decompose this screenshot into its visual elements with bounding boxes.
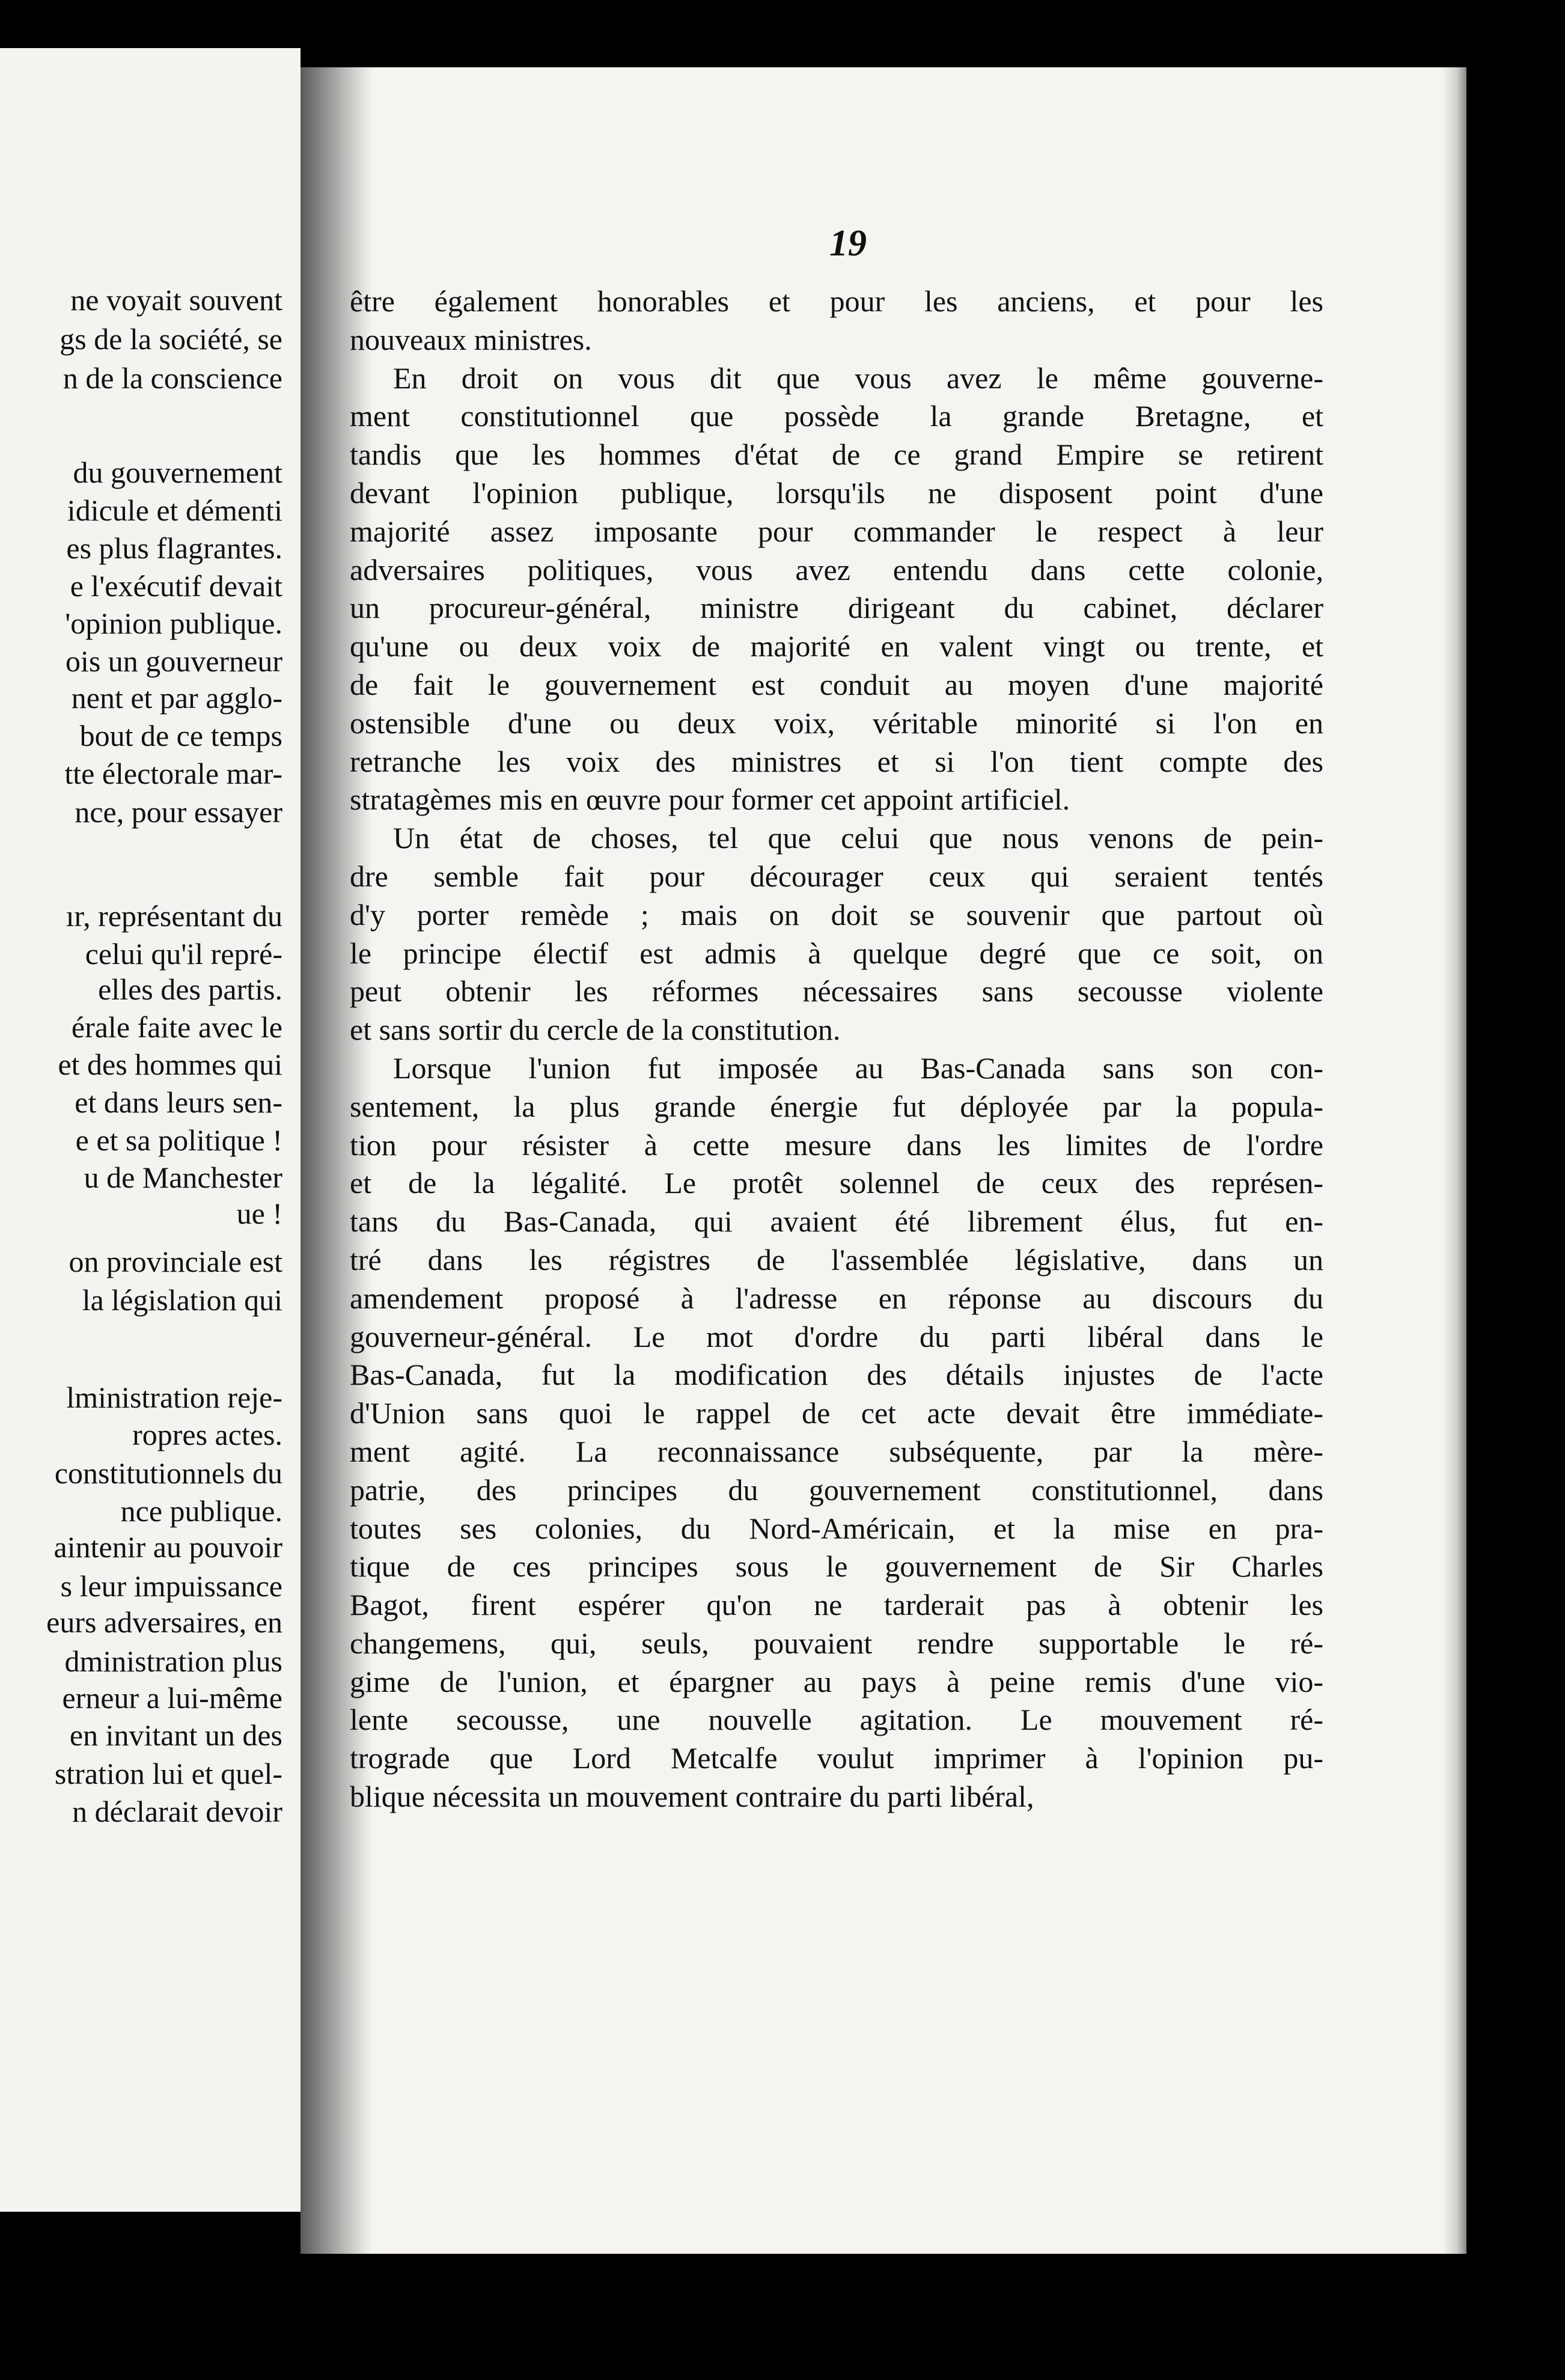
text-line: dre semble fait pour décourager ceux qui seraient tentés bbox=[350, 859, 1323, 893]
text-line: toutes ses colonies, du Nord-Américain, et la mise en pra- bbox=[350, 1511, 1323, 1545]
text-line: gouverneur-général. Le mot d'ordre du parti libéral dans le bbox=[350, 1319, 1323, 1353]
left-text-line: 'opinion publique. bbox=[65, 606, 282, 640]
text-line: Lorsque l'union fut imposée au Bas-Canada sans son con- bbox=[393, 1051, 1323, 1085]
left-text-line: la législation qui bbox=[82, 1283, 282, 1317]
left-text-line: gs de la société, se bbox=[59, 322, 282, 356]
left-text-line: tte électorale mar- bbox=[64, 757, 282, 790]
left-text-line: ır, représentant du bbox=[66, 899, 282, 933]
text-line: être également honorables et pour les anciens, et pour les bbox=[350, 284, 1323, 318]
text-line: d'y porter remède ; mais on doit se souvenir que partout où bbox=[350, 897, 1323, 932]
left-text-line: e et sa politique ! bbox=[75, 1123, 282, 1157]
left-text-line: stration lui et quel- bbox=[54, 1757, 282, 1790]
left-text-line: nce publique. bbox=[120, 1494, 282, 1528]
left-text-line: eurs adversaires, en bbox=[46, 1605, 282, 1639]
left-text-line: n déclarait devoir bbox=[72, 1795, 282, 1828]
page-number: 19 bbox=[829, 223, 867, 264]
text-line: tique de ces principes sous le gouvernement de Sir Charles bbox=[350, 1549, 1323, 1584]
left-text-line: en invitant un des bbox=[69, 1718, 282, 1752]
left-text-line: idicule et démenti bbox=[67, 493, 282, 527]
left-text-line: ois un gouverneur bbox=[65, 644, 282, 678]
left-text-line: es plus flagrantes. bbox=[66, 531, 282, 565]
left-text-line: constitutionnels du bbox=[54, 1456, 282, 1490]
text-line: peut obtenir les réformes nécessaires sans secousse violente bbox=[350, 974, 1323, 1008]
text-line: et sans sortir du cercle de la constitution. bbox=[350, 1013, 841, 1047]
left-text-line: dministration plus bbox=[64, 1644, 282, 1678]
text-line: patrie, des principes du gouvernement constitutionnel, dans bbox=[350, 1472, 1323, 1507]
text-line: Un état de choses, tel que celui que nous venons de pein- bbox=[393, 821, 1323, 855]
text-line: En droit on vous dit que vous avez le même gouverne- bbox=[393, 361, 1323, 395]
text-line: adversaires politiques, vous avez entendu dans cette colonie, bbox=[350, 552, 1323, 587]
text-line: tré dans les régistres de l'assemblée législative, dans un bbox=[350, 1242, 1323, 1277]
text-line: ment agité. La reconnaissance subséquente, par la mère- bbox=[350, 1434, 1323, 1468]
text-line: amendement proposé à l'adresse en réponse au discours du bbox=[350, 1281, 1323, 1315]
text-line: Bas-Canada, fut la modification des détails injustes de l'acte bbox=[350, 1358, 1323, 1392]
left-text-line: e l'exécutif devait bbox=[70, 569, 282, 603]
text-line: d'Union sans quoi le rappel de cet acte devait être immédiate- bbox=[350, 1396, 1323, 1430]
text-line: trograde que Lord Metcalfe voulut imprimer à l'opinion pu- bbox=[350, 1741, 1323, 1775]
left-text-line: s leur impuissance bbox=[60, 1569, 282, 1603]
left-text-line: bout de ce temps bbox=[79, 719, 282, 752]
body-text bbox=[350, 282, 1323, 1816]
text-line: gime de l'union, et épargner au pays à peine remis d'une vio- bbox=[350, 1664, 1323, 1698]
text-line: le principe électif est admis à quelque degré que ce soit, on bbox=[350, 936, 1323, 970]
text-line: sentement, la plus grande énergie fut déployée par la popula- bbox=[350, 1089, 1323, 1123]
text-line: tans du Bas-Canada, qui avaient été librement élus, fut en- bbox=[350, 1204, 1323, 1239]
left-text-line: erneur a lui-même bbox=[62, 1681, 282, 1715]
left-text-line: ue ! bbox=[236, 1197, 282, 1230]
left-text-line: celui qu'il repré- bbox=[85, 937, 282, 971]
text-line: nouveaux ministres. bbox=[350, 322, 592, 356]
text-line: tandis que les hommes d'état de ce grand Empire se retirent bbox=[350, 438, 1323, 472]
left-text-line: on provinciale est bbox=[69, 1245, 282, 1278]
left-text-line: érale faite avec le bbox=[71, 1010, 282, 1044]
page-edge bbox=[1442, 67, 1466, 2254]
left-text-line: n de la conscience bbox=[63, 361, 282, 395]
left-text-line: ropres actes. bbox=[132, 1418, 282, 1451]
left-text-line: ne voyait souvent bbox=[70, 283, 282, 317]
text-line: ment constitutionnel que possède la grande Bretagne, et bbox=[350, 399, 1323, 433]
text-line: changemens, qui, seuls, pouvaient rendre supportable le ré- bbox=[350, 1626, 1323, 1660]
left-text-line: u de Manchester bbox=[84, 1161, 282, 1194]
left-text-line: elles des partis. bbox=[98, 972, 282, 1006]
left-text-line: nent et par agglo- bbox=[71, 681, 282, 715]
text-line: un procureur-général, ministre dirigeant du cabinet, déclarer bbox=[350, 591, 1323, 625]
left-text-line: du gouvernement bbox=[73, 456, 282, 489]
text-line: et de la légalité. Le protêt solennel de ceux des représen- bbox=[350, 1166, 1323, 1200]
left-text-line: lministration reje- bbox=[66, 1381, 282, 1414]
left-text-line: nce, pour essayer bbox=[75, 795, 282, 829]
right-page bbox=[300, 67, 1466, 2254]
left-text-line: et dans leurs sen- bbox=[75, 1085, 282, 1119]
left-text-line: aintenir au pouvoir bbox=[53, 1530, 282, 1564]
left-text-line: et des hommes qui bbox=[58, 1048, 282, 1081]
text-line: tion pour résister à cette mesure dans les limites de l'ordre bbox=[350, 1127, 1323, 1162]
text-line: de fait le gouvernement est conduit au moyen d'une majorité bbox=[350, 667, 1323, 701]
text-line: qu'une ou deux voix de majorité en valent vingt ou trente, et bbox=[350, 629, 1323, 664]
text-line: retranche les voix des ministres et si l'on tient compte des bbox=[350, 744, 1323, 778]
text-line: blique nécessita un mouvement contraire du parti libéral, bbox=[350, 1780, 1034, 1814]
text-line: devant l'opinion publique, lorsqu'ils ne disposent point d'une bbox=[350, 475, 1323, 510]
text-line: lente secousse, une nouvelle agitation. Le mouvement ré- bbox=[350, 1703, 1323, 1737]
text-line: majorité assez imposante pour commander le respect à leur bbox=[350, 514, 1323, 548]
text-line: stratagèmes mis en œuvre pour former cet appoint artificiel. bbox=[350, 783, 1070, 817]
left-page-fragment bbox=[0, 48, 300, 2212]
text-line: ostensible d'une ou deux voix, véritable minorité si l'on en bbox=[350, 706, 1323, 740]
text-line: Bagot, firent espérer qu'on ne tarderait pas à obtenir les bbox=[350, 1588, 1323, 1622]
